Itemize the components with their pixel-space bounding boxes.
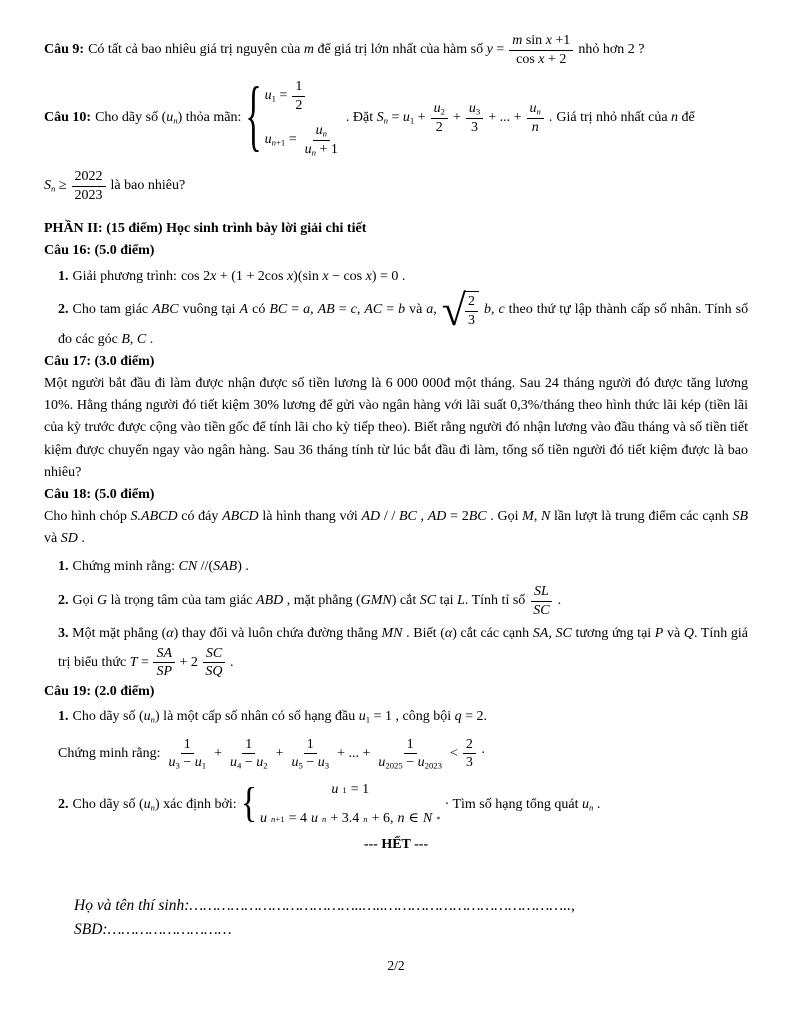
- fraction: [465, 293, 478, 329]
- punctuation: .: [230, 655, 234, 671]
- fraction-denominator: 2: [435, 119, 443, 135]
- text: Gọi G là trọng tâm của tam giác ABD , mặt phẳng (GMN) cắt SC tại L. Tính tỉ số: [72, 593, 526, 609]
- fraction-numerator: 2: [465, 293, 478, 312]
- text: b, c theo thứ tự lập thành cấp số nhân. Tính số đo các góc B, C .: [58, 302, 749, 348]
- question-18-item-2: [58, 581, 748, 621]
- left-brace: {: [240, 780, 258, 827]
- item-number: 1.: [58, 708, 69, 724]
- question-18-item-3: [58, 623, 748, 681]
- system-row-1: [265, 78, 307, 114]
- question-10-label: Câu 10:: [44, 110, 92, 126]
- fraction: [431, 100, 448, 136]
- question-17-heading: Câu 17: (3.0 điểm): [44, 354, 155, 370]
- question-19-heading: Câu 19: (2.0 điểm): [44, 683, 155, 699]
- fraction: [527, 100, 544, 136]
- square-root: [441, 285, 479, 335]
- fraction-numerator: SC: [203, 645, 225, 664]
- fraction-denominator: n: [531, 119, 539, 135]
- item-number: 2.: [58, 796, 69, 812]
- fraction-numerator: 2: [463, 736, 476, 755]
- text: Cho dãy số $(u_n)$ là một cấp số nhân có số hạng đầu $u_1 = 1$ , công bội q = 2.: [72, 708, 487, 725]
- fraction-denominator: 2: [295, 97, 303, 113]
- text: · Tìm số hạng tổng quát $u_n$ .: [444, 796, 601, 813]
- question-9-text-2: nhỏ hơn 2 ?: [578, 42, 645, 58]
- question-18-intro: Cho hình chóp S.ABCD có đáy ABCD là hình thang với AD / / BC , AD = 2BC . Gọi M, N lần lượt là trung điểm các cạnh SB và SD .: [44, 508, 749, 546]
- fraction-denominator: $u_n + 1$: [304, 141, 338, 158]
- item-number: 3.: [58, 626, 69, 642]
- operator: <: [449, 745, 458, 761]
- fraction: [302, 122, 341, 158]
- item-number: 2.: [58, 593, 69, 609]
- question-9-text-1: Có tất cả bao nhiêu giá trị nguyên của m để giá trị lớn nhất của hàm số y =: [88, 42, 505, 58]
- item-number: 2.: [58, 302, 69, 318]
- fraction-numerator: 1: [181, 736, 194, 755]
- fraction-numerator: 1: [242, 736, 255, 755]
- fraction-numerator: SA: [153, 645, 175, 664]
- fraction-denominator: SP: [156, 664, 173, 680]
- fraction-numerator: $u_n$: [527, 100, 544, 119]
- fraction-numerator: 1: [404, 736, 417, 755]
- fraction: [375, 736, 445, 772]
- fraction: [530, 583, 552, 619]
- fraction-denominator: SQ: [205, 664, 223, 680]
- question-16-heading: Câu 16: (5.0 điểm): [44, 242, 155, 258]
- fraction-numerator: $u_3$: [466, 100, 483, 119]
- punctuation: .: [557, 593, 562, 609]
- fraction-denominator: $u_5 - u_3$: [291, 755, 330, 771]
- fraction: [153, 645, 175, 681]
- question-18-heading: Câu 18: (5.0 điểm): [44, 487, 155, 503]
- fraction-numerator: 1: [292, 78, 305, 97]
- question-19-item-1: [58, 705, 748, 729]
- operator: +: [214, 745, 222, 761]
- question-17-body: Một người bắt đầu đi làm được nhận được số tiền lương là 6 000 000đ một tháng. Sau 24 tháng người đó được tăng lương 10%. Hằng tháng người đó tiết kiệm 30% lương để gửi vào ngân hàng với lãi suất 0,3%/tháng theo hình thức lãi kép (tiền lãi của kỳ trước được cộng vào tiền gốc để tính lãi cho kỳ tiếp theo). Biết rằng người đó nhận lương vào đầu tháng và số tiền tiết kiệm được chuyển ngay vào ngân hàng. Sau 36 tháng tính từ lúc bắt đầu đi làm, tổng số tiền người đó tiết kiệm được là bao nhiêu?: [44, 375, 748, 480]
- text: Một mặt phẳng (α) thay đổi và luôn chứa đường thẳng MN . Biết (α) cắt các cạnh SA, SC tương ứng tại P và Q. Tính giá trị biểu thức T =: [58, 626, 748, 671]
- fraction: [509, 32, 573, 68]
- question-9: [44, 28, 748, 72]
- equation: cos 2x + (1 + 2cos x)(sin x − cos x) = 0 .: [180, 268, 406, 284]
- equation: $u_1$ =: [264, 88, 288, 104]
- item-number: 1.: [58, 559, 69, 575]
- fraction-denominator: $u_3 - u_1$: [168, 755, 207, 771]
- text: Chứng minh rằng: CN //(SAB) .: [72, 559, 249, 575]
- system-row-2: [265, 122, 342, 158]
- item-number: 1.: [58, 268, 69, 284]
- part-2-heading: PHẦN II: (15 điểm) Học sinh trình bày lời giải chi tiết: [44, 221, 367, 236]
- operator: + ... +: [488, 110, 522, 126]
- question-10-text-3: Giá trị nhỏ nhất của n để: [556, 110, 695, 126]
- fraction-numerator: 1: [304, 736, 317, 755]
- fraction-numerator: 2022: [72, 168, 106, 187]
- equation: $S_n$ ≥: [44, 178, 67, 194]
- fraction-numerator: $u_n$: [313, 122, 330, 141]
- question-10-continued: [44, 164, 748, 208]
- fraction: [202, 645, 225, 681]
- fraction-numerator: $u_2$: [431, 100, 448, 119]
- equation: $u_{n+1}$ =: [264, 132, 297, 148]
- system-row-2: u n+1 = 4 u n + 3.4 n + 6, n ∈ N *: [260, 811, 441, 827]
- question-10-text-2: . Đặt $S_n = u_1$ +: [345, 110, 426, 126]
- question-9-label: Câu 9:: [44, 42, 85, 58]
- question-16-item-1: [58, 263, 748, 289]
- equation-system: [245, 73, 342, 161]
- operator: +: [452, 110, 461, 126]
- fraction: [288, 736, 332, 772]
- question-10: [44, 74, 748, 162]
- fraction-denominator: $u_{2025} - u_{2023}$: [378, 755, 442, 771]
- end-marker: --- HẾT ---: [363, 837, 429, 853]
- question-19-item-2: [58, 779, 748, 830]
- fraction: [165, 736, 209, 772]
- question-10-text-1: Cho dãy số $(u_n)$ thỏa mãn:: [95, 110, 242, 126]
- fraction-denominator: cos x + 2: [516, 51, 567, 67]
- punctuation: ·: [480, 745, 486, 761]
- candidate-name-line: Họ và tên thí sinh:………………………………..…..………………………………….., SBD:………………………: [74, 897, 575, 939]
- equation-system: [241, 779, 441, 830]
- fraction-numerator: m sin x +1: [509, 32, 573, 51]
- question-18-item-1: [58, 555, 748, 579]
- fraction: [463, 736, 476, 772]
- fraction-denominator: 3: [465, 755, 473, 771]
- text: Chứng minh rằng:: [58, 745, 161, 761]
- operator: +: [275, 745, 284, 761]
- fraction: [292, 78, 305, 114]
- text: Cho tam giác ABC vuông tại A có BC = a, AB = c, AC = b và a,: [72, 302, 437, 318]
- system-row-1: u 1 = 1: [331, 781, 370, 797]
- left-brace: {: [245, 73, 262, 161]
- fraction: [227, 736, 271, 772]
- fraction-denominator: 2023: [74, 187, 103, 203]
- operator: + ... +: [337, 745, 371, 761]
- fraction-denominator: SC: [533, 602, 550, 618]
- fraction: [72, 168, 106, 204]
- text: Giải phương trình:: [72, 268, 177, 284]
- fraction-denominator: 3: [467, 312, 475, 328]
- punctuation: .: [548, 110, 553, 126]
- fraction-denominator: $u_4 - u_2$: [229, 755, 268, 771]
- text: là bao nhiêu?: [110, 178, 186, 194]
- fraction: [466, 100, 483, 136]
- operator: + 2: [179, 655, 198, 671]
- radical-sign: √: [441, 285, 466, 335]
- page-number: 2/2: [387, 958, 405, 973]
- question-19-item-1-inequality: [58, 731, 748, 777]
- text: Cho dãy số $(u_n)$ xác định bởi:: [72, 796, 237, 813]
- fraction-numerator: SL: [531, 583, 552, 602]
- fraction-denominator: 3: [471, 119, 479, 135]
- question-16-item-2: [58, 285, 749, 351]
